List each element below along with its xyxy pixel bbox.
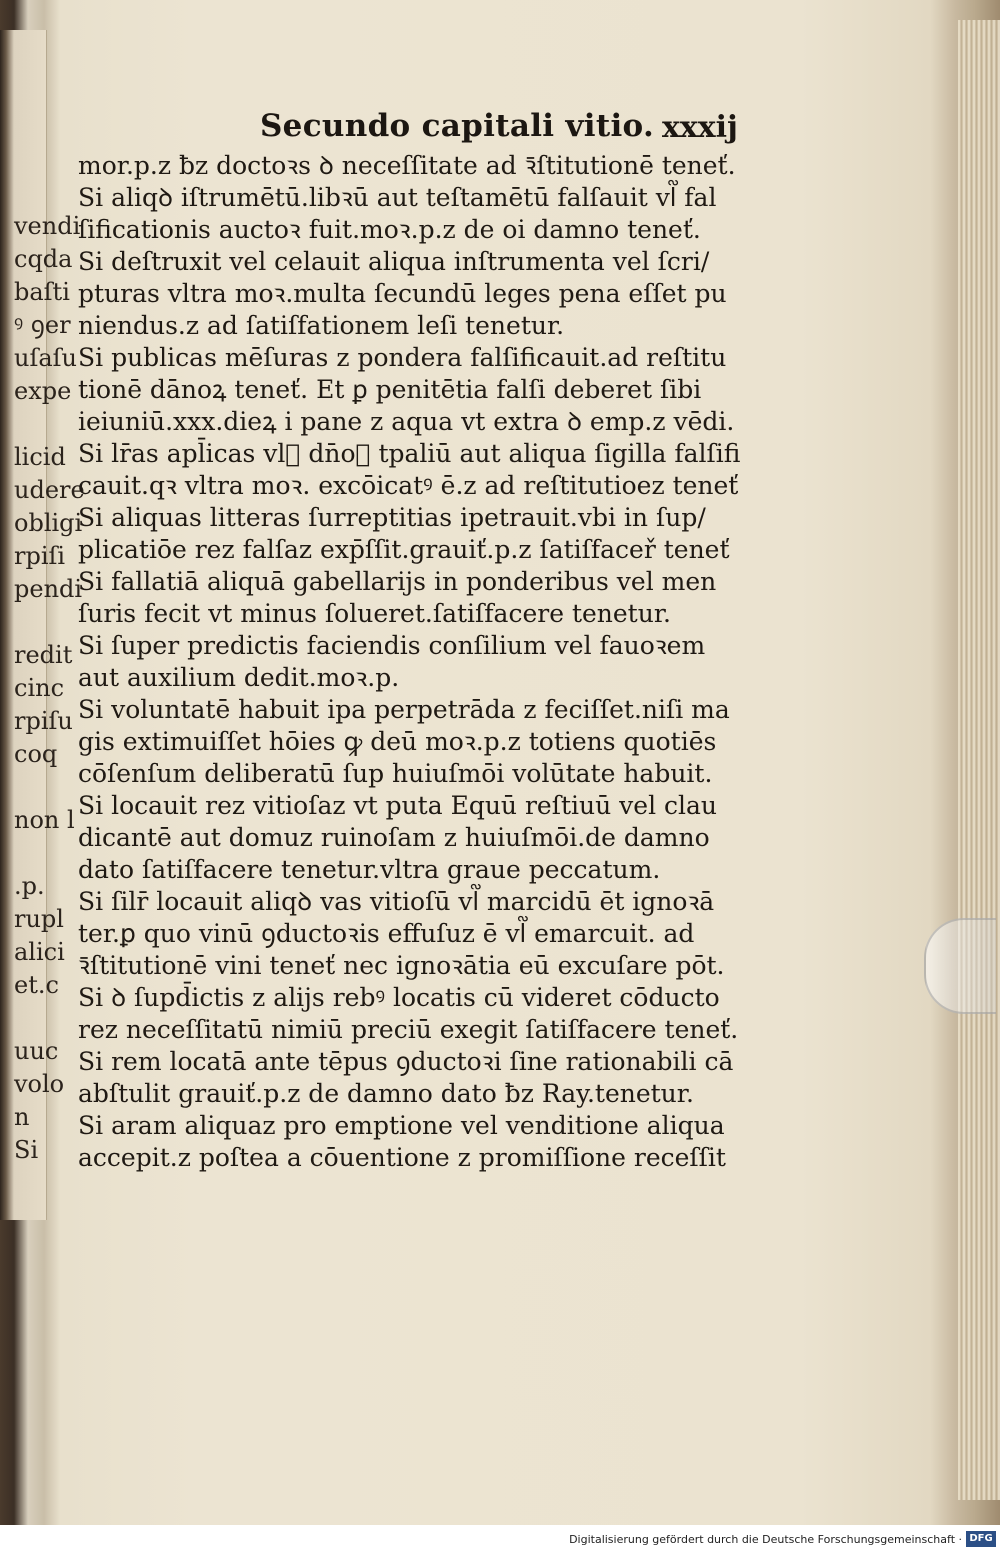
left-page-fragments: vendi cqda baſti ꝰ ꝯer uſaſu expe licid udere obligi rpiſi pendi redit cinc rpiſu coq non l .p. rupl alici et.c uuc volo n Si xyxy=(14,212,85,1164)
text-line: ſificationis auctoꝛ fuit.moꝛ.p.z de oi damno teneť. xyxy=(78,215,701,244)
text-line: Si aliqꝺ iſtrumētū.libꝛū aut teſtamētū falſauit vl᷑ fal xyxy=(78,183,717,212)
text-line: Si lr̄as apl̄icas vl᷑ dn̄oꝝ tpaliū aut aliqua ſigilla falſifi xyxy=(78,439,741,468)
text-line: pturas vltra moꝛ.multa ſecundū leges pena eſſet pu xyxy=(78,279,727,308)
text-line: abſtulit grauiť.p.z de damno dato ƀz Ray.tenetur. xyxy=(78,1079,694,1108)
text-line: Si publicas mēſuras z pondera falſificauit.ad reſtitu xyxy=(78,343,727,372)
text-line: cōſenſum deliberatū ſup huiuſmōi volūtate habuit. xyxy=(78,759,713,788)
text-block xyxy=(78,150,778,1174)
text-line: accepit.z poſtea a cōuentione z promiſſione receſſit xyxy=(78,1143,726,1172)
text-line: dicantē aut domuz ruinoſam z huiuſmōi.de damno xyxy=(78,823,710,852)
funding-credit: Digitalisierung gefördert durch die Deutsche Forschungsgemeinschaft · xyxy=(569,1533,962,1546)
text-line: ter.ꝑ quo vinū ꝯductoꝛis effuſuz ē vl᷑ emarcuit. ad xyxy=(78,919,695,948)
text-line: Si fallatiā aliquā gabellarijs in ponderibus vel men xyxy=(78,567,717,596)
folio-number: xxxij xyxy=(662,110,738,145)
page-edges xyxy=(958,20,1000,1500)
text-line: tionē dānoꝝ teneť. Et ꝑ penitētia falſi deberet ſibi xyxy=(78,375,702,404)
text-line: plicatiōe rez falſaz exp̄ſſit.grauiť.p.z ſatiſfaceř teneť xyxy=(78,535,730,564)
text-line: Si rem locatā ante tēpus ꝯductoꝛi ſine rationabili cā xyxy=(78,1047,734,1076)
text-line: Si aram aliquaz pro emptione vel venditione aliqua xyxy=(78,1111,725,1140)
text-line: mor.p.z ƀz doctoꝛs ꝺ neceſſitate ad ꝛ̄ſtitutionē teneť. xyxy=(78,151,736,180)
text-line: Si locauit rez vitioſaz vt puta Equū reſtiuū vel clau xyxy=(78,791,718,820)
text-line: niendus.z ad ſatiſfationem leſi tenetur. xyxy=(78,311,565,340)
text-line: aut auxilium dedit.moꝛ.p. xyxy=(78,663,400,692)
text-line: Si ꝺ ſupd̄ictis z alijs rebꝰ locatis cū videret cōducto xyxy=(78,983,720,1012)
text-line: ꝛ̄ſtitutionē vini teneť nec ignoꝛātia eū excuſare pōt. xyxy=(78,951,725,980)
text-line: Si ſilr̄ locauit aliqꝺ vas vitioſū vl᷑ marcidū ēt ignoꝛā xyxy=(78,887,715,916)
footer-bar xyxy=(0,1525,1000,1555)
text-line: cauit.qꝛ vltra moꝛ. excōicatꝰ ē.z ad reſtitutioez teneť xyxy=(78,471,739,500)
text-line: gis extimuiſſet hōies ꝙ deū moꝛ.p.z totiens quotiēs xyxy=(78,727,717,756)
text-line: dato ſatiſfacere tenetur.vltra graue peccatum. xyxy=(78,855,661,884)
text-line: Si deſtruxit vel celauit aliqua inſtrumenta vel ſcri/ xyxy=(78,247,710,276)
left-page-edge xyxy=(0,30,85,1220)
text-line: Si voluntatē habuit ipa perpetrāda z feciſſet.niſi ma xyxy=(78,695,730,724)
text-line: Si aliquas litteras ſurreptitias ipetrauit.vbi in ſup/ xyxy=(78,503,706,532)
text-line: Si ſuper predictis faciendis conſilium vel fauoꝛem xyxy=(78,631,706,660)
text-line: ieiuniū.xxx.dieꝝ i pane z aqua vt extra ꝺ emp.z vēdi. xyxy=(78,407,735,436)
running-head: Secundo capitali vitio. xyxy=(260,108,655,144)
dfg-logo: DFG xyxy=(966,1531,996,1547)
text-line: rez neceſſitatū nimiū preciū exegit ſatiſfacere teneť. xyxy=(78,1015,739,1044)
right-page xyxy=(50,20,955,1500)
text-line: ſuris fecit vt minus ſolueret.ſatiſfacere tenetur. xyxy=(78,599,671,628)
